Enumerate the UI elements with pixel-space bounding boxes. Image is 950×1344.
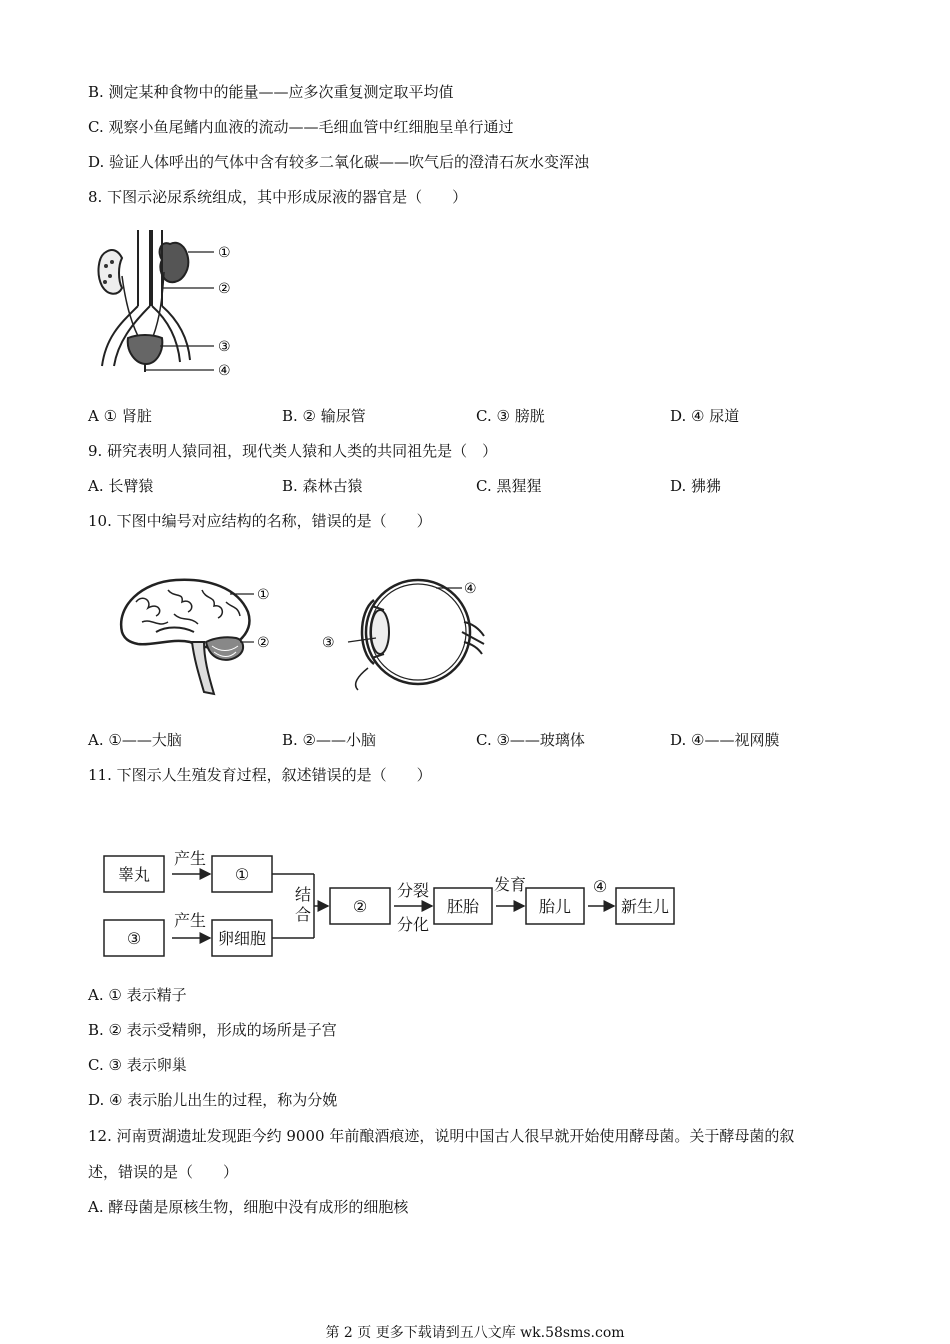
- flow-produce-1: 产生: [173, 849, 207, 868]
- flow-differentiate: 分化: [396, 915, 430, 934]
- flow-node-2: ②: [352, 897, 368, 916]
- q8-option-a: A ① 肾脏: [88, 407, 152, 425]
- reproduction-flowchart: [100, 842, 690, 960]
- q9-option-c: C. 黑猩猩: [476, 477, 542, 495]
- flow-divide: 分裂: [396, 881, 430, 900]
- q11-option-b: B. ② 表示受精卵，形成的场所是子宫: [88, 1021, 337, 1039]
- q9-option-d: D. 狒狒: [670, 477, 722, 495]
- q11-option-d: D. ④ 表示胎儿出生的过程，称为分娩: [88, 1091, 338, 1109]
- flow-egg: 卵细胞: [217, 929, 267, 948]
- q8-label-1: ①: [218, 245, 231, 261]
- flow-embryo: 胚胎: [446, 897, 480, 916]
- q8-option-b: B. ② 输尿管: [282, 407, 366, 425]
- flow-node-3: ③: [126, 929, 142, 948]
- flow-develop: 发育: [493, 875, 527, 894]
- q11-option-c: C. ③ 表示卵巢: [88, 1056, 187, 1074]
- q10-option-b: B. ②——小脑: [282, 731, 377, 749]
- q7-option-c: C. 观察小鱼尾鳍内血液的流动——毛细血管中红细胞呈单行通过: [88, 118, 514, 136]
- q8-label-3: ③: [218, 339, 231, 355]
- q12-stem-line-2: 述，错误的是（ ）: [88, 1163, 239, 1181]
- q8-option-d: D. ④ 尿道: [670, 407, 740, 425]
- flow-produce-2: 产生: [173, 911, 207, 930]
- q7-option-d: D. 验证人体呼出的气体中含有较多二氧化碳——吹气后的澄清石灰水变浑浊: [88, 153, 590, 171]
- flow-node-1: ①: [234, 865, 250, 884]
- flow-combine-1: 结: [294, 885, 312, 904]
- flow-combine-2: 合: [294, 905, 312, 924]
- q10-eye-label-3: ③: [322, 635, 335, 651]
- q8-stem: 8. 下图示泌尿系统组成，其中形成尿液的器官是（ ）: [88, 188, 468, 206]
- flow-node-4: ④: [592, 877, 608, 896]
- q11-option-a: A. ① 表示精子: [88, 986, 187, 1004]
- q8-label-4: ④: [218, 363, 231, 378]
- flow-fetus: 胎儿: [538, 897, 572, 916]
- q10-option-c: C. ③——玻璃体: [476, 731, 585, 749]
- q10-brain-label-1: ①: [257, 587, 270, 603]
- q11-stem: 11. 下图示人生殖发育过程，叙述错误的是（ ）: [88, 766, 432, 784]
- q8-option-c: C. ③ 膀胱: [476, 407, 545, 425]
- flow-newborn: 新生儿: [620, 897, 670, 916]
- urinary-system-figure: [92, 226, 242, 378]
- brain-figure: [112, 572, 282, 700]
- flow-testis: 睾丸: [117, 865, 151, 884]
- q9-option-b: B. 森林古猿: [282, 477, 363, 495]
- q10-stem: 10. 下图中编号对应结构的名称，错误的是（ ）: [88, 512, 432, 530]
- q12-option-a: A. 酵母菌是原核生物，细胞中没有成形的细胞核: [88, 1198, 409, 1216]
- q12-stem-line-1: 12. 河南贾湖遗址发现距今约 9000 年前酿酒痕迹，说明中国古人很早就开始使用酵母菌。关于酵母菌的叙: [88, 1127, 795, 1145]
- q7-option-b: B. 测定某种食物中的能量——应多次重复测定取平均值: [88, 83, 454, 101]
- q10-eye-label-4: ④: [464, 581, 477, 597]
- page-footer: 第 2 页 更多下载请到五八文库 wk.58sms.com: [325, 1325, 625, 1341]
- eye-figure: [318, 572, 488, 692]
- q8-label-2: ②: [218, 281, 231, 297]
- q9-option-a: A. 长臂猿: [88, 477, 154, 495]
- q10-brain-label-2: ②: [257, 635, 270, 651]
- q10-option-a: A. ①——大脑: [88, 731, 182, 749]
- q10-option-d: D. ④——视网膜: [670, 731, 780, 749]
- q9-stem: 9. 研究表明人猿同祖，现代类人猿和人类的共同祖先是（ ）: [88, 442, 498, 460]
